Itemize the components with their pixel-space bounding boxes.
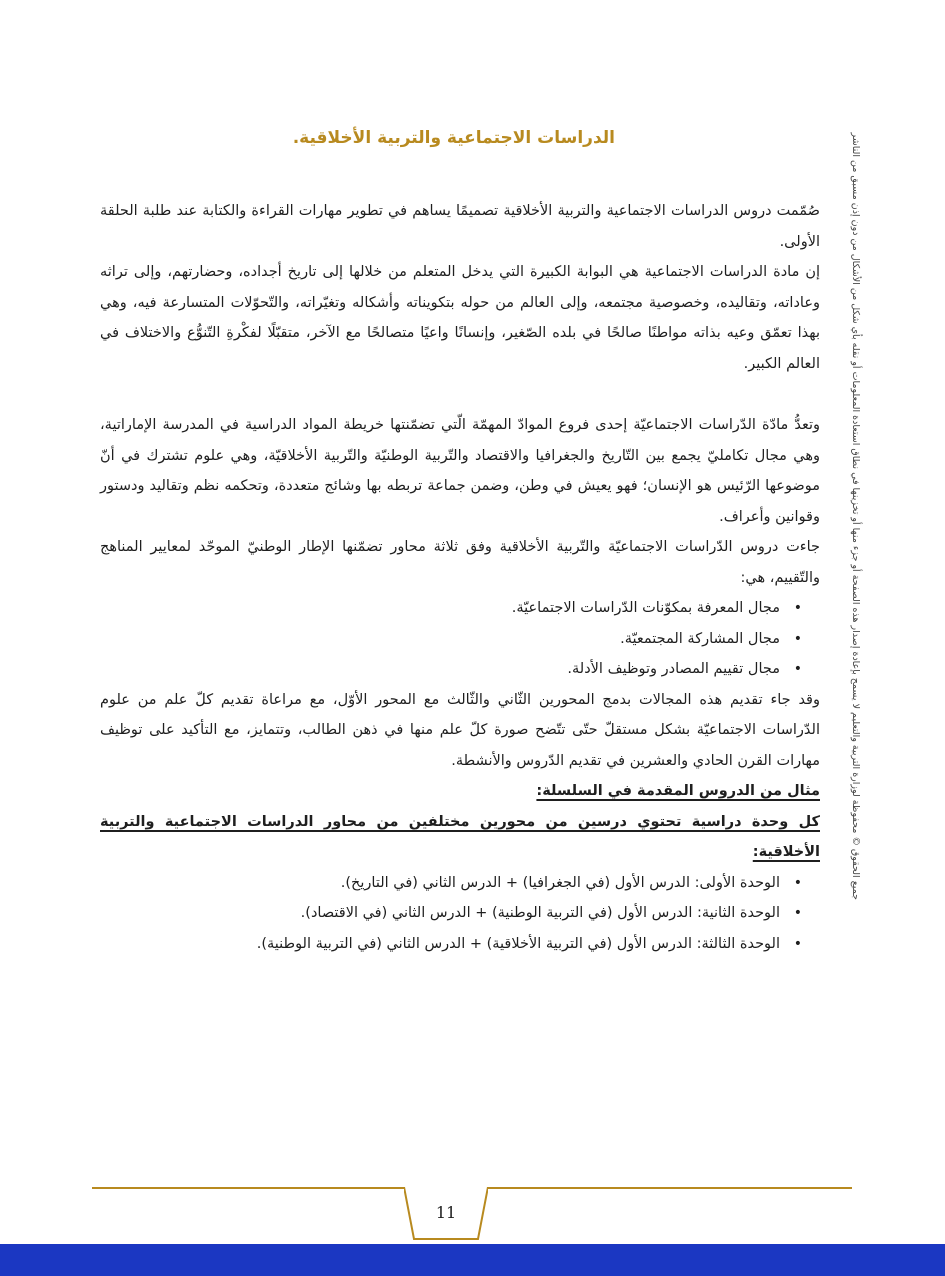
list-item: • الوحدة الثانية: الدرس الأول (في التربية الوطنية) + الدرس الثاني (في الاقتصاد). bbox=[100, 898, 802, 929]
paragraph-importance: إن مادة الدراسات الاجتماعية هي البوابة الكبيرة التي يدخل المتعلم من خلالها إلى تاريخ أجداده، وحضارتهم، وإلى تراثه وعاداته، وتقاليده، وخصوصية مجتمعه، وإلى العالم من حوله بتكويناته وأشكاله وتغيّراته، والتّحوّلات المتسارعة فيه، وهي بهذا تعمّق وعيه بذاته مواطنًا صالحًا في بلده الصّغير، وإنسانًا واعيًا متصالحًا مع الآخر، متقبّلًا لفكْرةِ التّنوُّع والاختلاف في العالم الكبير. bbox=[100, 264, 820, 372]
main-content bbox=[100, 196, 820, 959]
page-number: 11 bbox=[435, 1203, 457, 1222]
example-heading: مثال من الدروس المقدمة في السلسلة: bbox=[536, 783, 820, 799]
units-list bbox=[100, 868, 820, 960]
bottom-color-band bbox=[0, 1244, 945, 1276]
domains-list bbox=[100, 593, 820, 685]
page-title: الدراسات الاجتماعية والتربية الأخلاقية. bbox=[292, 128, 615, 148]
list-item: • مجال المعرفة بمكوّنات الدّراسات الاجتماعيّة. bbox=[100, 593, 802, 624]
list-item: • مجال تقييم المصادر وتوظيف الأدلة. bbox=[100, 654, 802, 685]
example-subheading: كل وحدة دراسية تحتوي درسين من محورين مختلفين من محاور الدراسات الاجتماعية والتربية الأخلاقية: bbox=[100, 813, 820, 860]
list-item: • الوحدة الأولى: الدرس الأول (في الجغرافيا) + الدرس الثاني (في التاريخ). bbox=[100, 868, 802, 899]
paragraph-integration: وقد جاء تقديم هذه المجالات بدمج المحورين الثّاني والثّالث مع المحور الأوّل، مع مراعاة تقديم كلّ علم من علوم الدّراسات الاجتماعيّة بشكل مستقلّ حتّى تتّضح صورة كلّ علم منها في ذهن الطالب، وتتمايز، مع التأكيد على توظيف مهارات القرن الحادي والعشرين في تقديم الدّروس والأنشطة. bbox=[100, 691, 820, 769]
intro-paragraph: صُمّمت دروس الدراسات الاجتماعية والتربية الأخلاقية تصميمًا يساهم في تطوير مهارات القراءة والكتابة عند طلبة الحلقة الأولى. bbox=[100, 203, 820, 250]
copyright-note: جميع الحقوق © محفوظة لوزارة التربية والتعليم لا يسمح بإعادة إصدار هذه الصفحة أو جزء منها أو تخزينها في نطاق استعادة المعلومات أو نقله بأي شكل من الأشكال من دون إذن مسبق من الناشر bbox=[850, 132, 861, 900]
list-item: • الوحدة الثالثة: الدرس الأول (في التربية الأخلاقية) + الدرس الثاني (في التربية الوطنية). bbox=[100, 929, 802, 960]
paragraph-subject-scope: وتعدُّ مادّة الدّراسات الاجتماعيّة إحدى فروع الموادّ المهمّة الّتي تضمّنتها خريطة المواد الدراسية في المدرسة الإماراتية، وهي مجال تكامليّ يجمع بين التّاريخ والجغرافيا والاقتصاد والتّربية الوطنيّة والتّربية الأخلاقيّة، وهي علوم تشترك في أنّ موضوعها الرّئيس هو الإنسان؛ فهو يعيش في وطن، وضمن جماعة تربطه بها وشائج متعددة، وتحكمه نظم وتقاليد ودستور وقوانين وأعراف. bbox=[100, 417, 820, 525]
list-item: • مجال المشاركة المجتمعيّة. bbox=[100, 624, 802, 655]
paragraph-axes-intro: جاءت دروس الدّراسات الاجتماعيّة والتّربية الأخلاقية وفق ثلاثة محاور تضمّنها الإطار الوطنيّ الموحّد لمعايير المناهج والتّقييم، هي: bbox=[100, 539, 820, 586]
